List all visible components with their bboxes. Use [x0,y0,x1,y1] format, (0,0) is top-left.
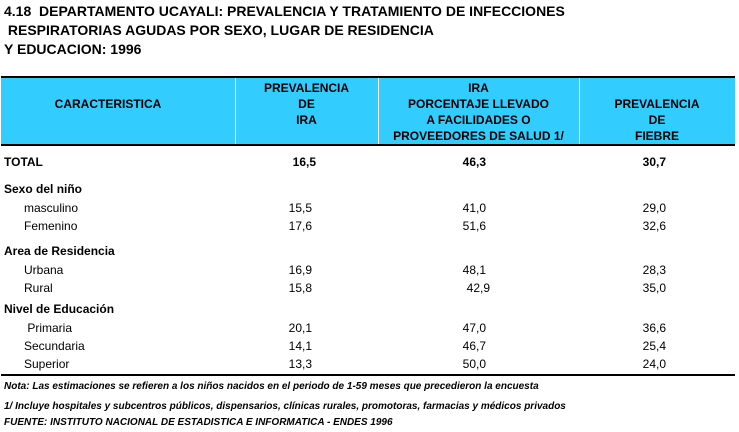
row-label: Urbana [24,263,64,277]
cell-llevado: 47,0 [462,321,486,335]
total-fiebre: 30,7 [642,155,666,169]
cell-fiebre: 28,3 [642,263,666,277]
cell-ira: 14,1 [288,339,312,353]
row-label: Superior [24,357,70,371]
row-label: Femenino [24,219,78,233]
cell-ira: 17,6 [288,219,312,233]
cell-fiebre: 25,4 [642,339,666,353]
cell-fiebre: 36,6 [642,321,666,335]
section-heading-sexo: Sexo del niño [4,182,83,196]
total-ira: 16,5 [292,155,316,169]
header-caracteristica: CARACTERISTICA [54,97,162,111]
row-label: Primaria [24,321,73,335]
source-text: FUENTE: INSTITUTO NACIONAL DE ESTADISTICA E INFORMATICA - ENDES 1996 [4,417,393,428]
header-prevalencia-ira: PREVALENCIA DE IRA [263,81,350,127]
header-prevalencia-fiebre: PREVALENCIA DE FIEBRE [614,97,700,143]
cell-ira: 13,3 [288,357,312,371]
section-heading-area: Area de Residencia [4,244,115,258]
cell-llevado: 48,1 [462,263,486,277]
cell-ira: 20,1 [288,321,312,335]
row-label: Secundaria [24,339,85,353]
row-label: masculino [24,201,79,215]
cell-llevado: 42,9 [466,281,490,295]
footnote-text: 1/ Incluye hospitales y subcentros públicos, dispensarios, clínicas rurales, promotoras, farmacias y médicos privados [4,401,566,412]
cell-fiebre: 24,0 [642,357,666,371]
cell-llevado: 50,0 [462,357,486,371]
header-porcentaje-llevado: IRA PORCENTAJE LLEVADO A FACILIDADES O PROVEEDORES DE SALUD 1/ [393,81,564,143]
section-heading-educacion: Nivel de Educación [4,302,115,316]
table-header [1,76,735,146]
table-title-line-3: Y EDUCACION: 1996 [4,41,142,57]
cell-fiebre: 29,0 [642,201,666,215]
note-text: Nota: Las estimaciones se refieren a los niños nacidos en el periodo de 1-59 meses que precedieron la encuesta [4,381,539,392]
row-label-total: TOTAL [4,155,43,169]
cell-ira: 16,9 [288,263,312,277]
table-title-line-1: 4.18 DEPARTAMENTO UCAYALI: PREVALENCIA Y TRATAMIENTO DE INFECCIONES [4,3,565,19]
cell-ira: 15,5 [288,201,312,215]
total-llevado: 46,3 [462,155,486,169]
row-label: Rural [24,281,53,295]
table-bottom-rule [1,374,735,376]
cell-llevado: 41,0 [462,201,486,215]
cell-fiebre: 35,0 [642,281,666,295]
cell-fiebre: 32,6 [642,219,666,233]
table-title-line-2: RESPIRATORIAS AGUDAS POR SEXO, LUGAR DE RESIDENCIA [4,22,434,38]
cell-ira: 15,8 [288,281,312,295]
cell-llevado: 51,6 [462,219,486,233]
cell-llevado: 46,7 [462,339,486,353]
